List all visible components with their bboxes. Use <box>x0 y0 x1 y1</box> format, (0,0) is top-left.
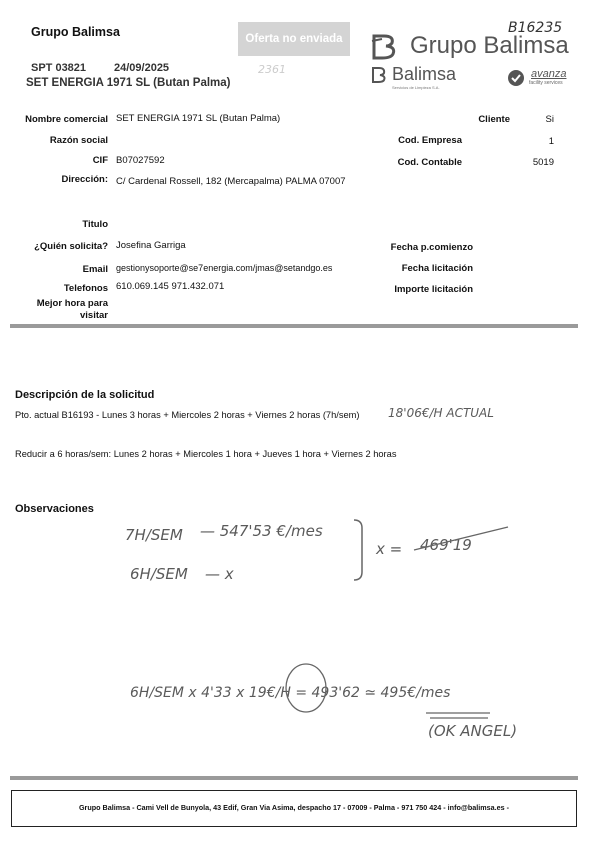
direccion-value: C/ Cardenal Rossell, 182 (Mercapalma) PALMA 07007 <box>116 176 346 187</box>
mejor-hora-label-line2: visitar <box>80 310 108 321</box>
descripcion-line2: Reducir a 6 horas/sem: Lunes 2 horas + Miercoles 1 hora + Jueves 1 hora + Viernes 2 horas <box>15 449 397 459</box>
avanza-logo-text: avanza <box>531 68 567 80</box>
fecha-licitacion-label: Fecha licitación <box>401 263 473 274</box>
telefonos-label: Telefonos <box>63 283 108 294</box>
mejor-hora-label-line1: Mejor hora para <box>36 298 108 309</box>
handwritten-underline <box>424 710 494 720</box>
faint-stamp: 2361 <box>258 63 286 76</box>
cliente-label: Cliente <box>478 114 510 125</box>
section-divider-top <box>10 324 578 328</box>
doc-number: SPT 03821 <box>31 62 87 74</box>
status-badge-label: Oferta no enviada <box>245 33 343 45</box>
grupo-balimsa-logo-text: Grupo Balimsa <box>410 32 569 59</box>
handwritten-6h-sem: 6H/SEM <box>130 565 188 583</box>
avanza-logo <box>507 68 567 92</box>
balimsa-logo <box>370 64 457 90</box>
handwritten-6h-x: — x <box>205 565 234 583</box>
observaciones-heading: Observaciones <box>15 503 94 515</box>
company-name: Grupo Balimsa <box>31 25 120 39</box>
direccion-label: Dirección: <box>61 174 108 185</box>
avanza-check-icon <box>507 69 525 87</box>
handwritten-code: B16235 <box>508 20 563 36</box>
handwritten-x-equals: x = <box>376 540 403 558</box>
nombre-comercial-label: Nombre comercial <box>25 114 108 125</box>
section-divider-bottom <box>10 776 578 780</box>
status-badge <box>238 22 350 56</box>
handwritten-circle <box>283 662 329 714</box>
handwritten-7h-sem: 7H/SEM <box>125 526 183 544</box>
handwritten-strike-line <box>412 524 512 554</box>
handwritten-ok-angel: (OK ANGEL) <box>428 722 518 740</box>
client-title: SET ENERGIA 1971 SL (Butan Palma) <box>26 77 231 89</box>
cliente-value: Si <box>545 114 554 125</box>
importe-licitacion-label: Importe licitación <box>394 284 473 295</box>
footer-box <box>11 790 577 827</box>
cod-contable-value: 5019 <box>532 157 554 168</box>
mejor-hora-label <box>0 298 108 322</box>
cod-empresa-label: Cod. Empresa <box>398 135 462 146</box>
balimsa-b-icon <box>370 32 402 60</box>
descripcion-heading: Descripción de la solicitud <box>15 389 155 401</box>
grupo-balimsa-logo <box>370 32 569 65</box>
nombre-comercial-value: SET ENERGIA 1971 SL (Butan Palma) <box>116 113 281 124</box>
quien-solicita-value: Josefina Garriga <box>116 240 186 251</box>
handwritten-7h-price: — 547'53 €/mes <box>200 522 323 540</box>
doc-date: 24/09/2025 <box>114 62 170 74</box>
balimsa-logo-text: Balimsa <box>392 64 457 84</box>
balimsa-logo-tagline: Servicios de Limpieza S.A. <box>392 85 440 90</box>
cif-value: B07027592 <box>116 155 165 166</box>
cif-label: CIF <box>92 155 108 166</box>
descripcion-line1: Pto. actual B16193 - Lunes 3 horas + Miercoles 2 horas + Viernes 2 horas (7h/sem) <box>15 410 360 420</box>
balimsa-small-b-icon <box>370 66 390 84</box>
cod-empresa-value: 1 <box>548 136 554 147</box>
footer-text: Grupo Balimsa - Cami Vell de Bunyola, 43 Edif, Gran Via Asima, despacho 17 - 07009 - Palma - 971 750 424 - info@balimsa.es - <box>78 803 510 812</box>
cod-contable-label: Cod. Contable <box>397 157 462 168</box>
email-value: gestionysoporte@se7energia.com/jmas@setandgo.es <box>116 263 333 273</box>
descripcion-line1-handwritten: 18'06€/H ACTUAL <box>388 406 494 420</box>
handwritten-calculation: 6H/SEM x 4'33 x 19€/H = 493'62 ≃ 495€/mes <box>130 685 451 701</box>
handwritten-bracket <box>350 518 370 582</box>
fecha-comienzo-label: Fecha p.comienzo <box>390 242 473 253</box>
quien-solicita-label: ¿Quién solicita? <box>34 241 108 252</box>
handwritten-struck-value: 469'19 <box>420 536 472 554</box>
avanza-logo-tagline: facility services <box>529 80 563 86</box>
telefonos-value: 610.069.145 971.432.071 <box>116 281 225 292</box>
razon-social-label: Razón social <box>49 135 108 146</box>
email-label: Email <box>82 264 108 275</box>
titulo-label: Titulo <box>82 219 108 230</box>
